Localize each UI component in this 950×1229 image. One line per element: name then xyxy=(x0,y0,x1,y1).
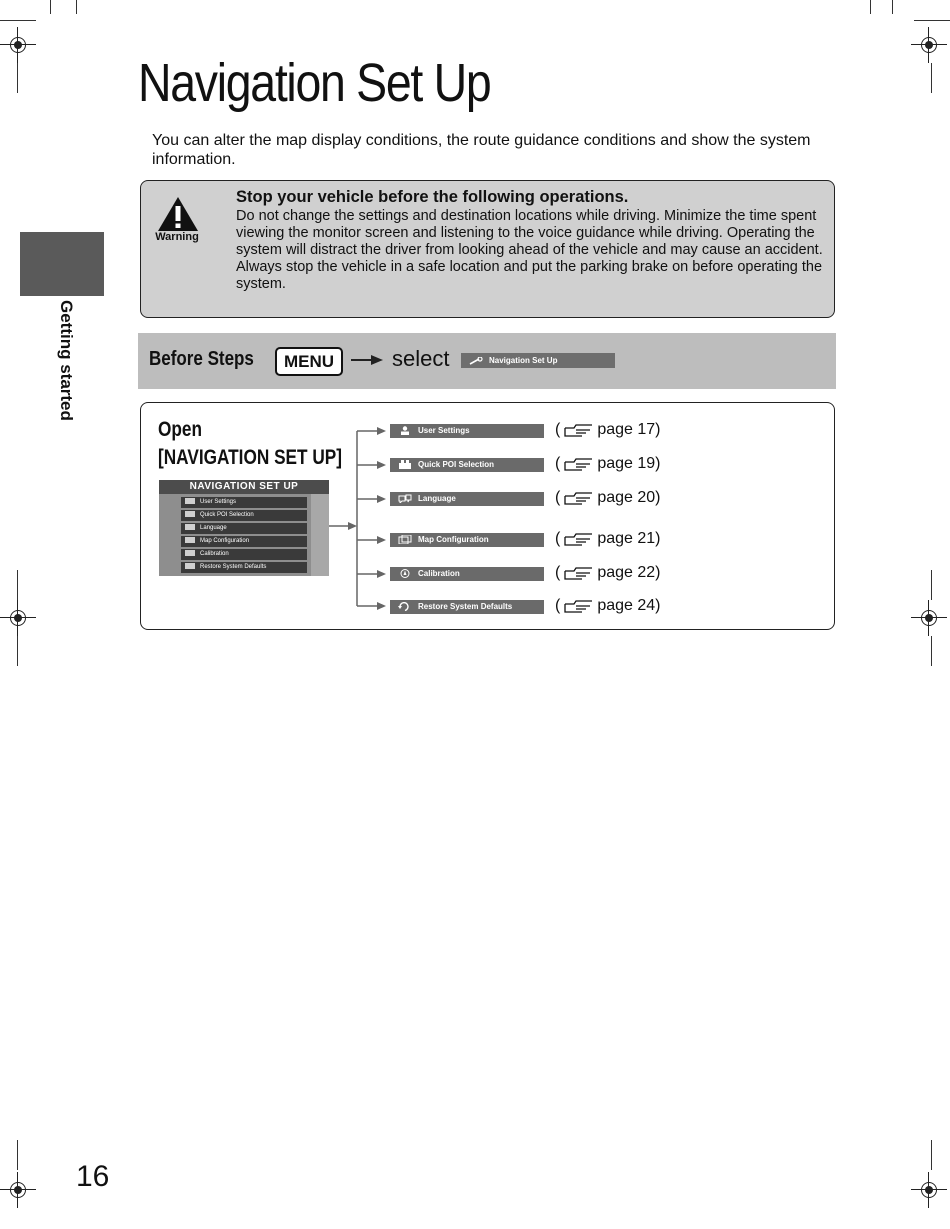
page-reference-text: page 20 xyxy=(597,489,656,506)
registration-mark xyxy=(911,600,947,636)
screen-menu-item: Quick POI Selection xyxy=(181,510,307,521)
side-tab-block xyxy=(20,232,104,296)
calibration-item[interactable] xyxy=(390,567,544,581)
intro-text: You can alter the map display conditions, the route guidance conditions and show the system information. xyxy=(152,132,811,168)
warning-title: Stop your vehicle before the following operations. xyxy=(236,188,629,206)
trim-mark xyxy=(870,0,871,14)
wrench-icon xyxy=(469,357,483,365)
select-word: select xyxy=(392,346,450,371)
registration-mark xyxy=(911,27,947,63)
option-label: User Settings xyxy=(418,426,470,435)
page-reference-text: page 22 xyxy=(597,564,656,581)
pointing-hand-icon xyxy=(564,423,594,437)
page-reference-text: page 24 xyxy=(597,597,656,614)
option-label: Calibration xyxy=(418,569,460,578)
trim-mark xyxy=(931,636,932,666)
map-icon xyxy=(398,535,412,544)
option-label: Map Configuration xyxy=(418,535,489,544)
screen-menu-item: Language xyxy=(181,523,307,534)
registration-mark xyxy=(911,1172,947,1208)
trim-mark xyxy=(0,20,36,21)
page-reference[interactable]: ( page 19) xyxy=(555,455,661,472)
speech-icon xyxy=(398,494,412,503)
user-settings-item[interactable] xyxy=(390,424,544,438)
compass-icon xyxy=(398,569,412,578)
pointing-hand-icon xyxy=(564,457,594,471)
warning-box xyxy=(140,180,835,318)
open-title-line: Open xyxy=(158,418,203,441)
menu-button[interactable]: MENU xyxy=(275,347,343,376)
option-label: Language xyxy=(418,494,456,503)
trim-mark xyxy=(892,0,893,14)
page-reference[interactable]: ( page 24) xyxy=(555,597,661,614)
warning-body-paragraph: Do not change the settings and destination locations while driving. Minimize the time spent viewing the monitor screen and listening to the voice guidance while driving. Operating the system will distract the driver from looking ahead of the vehicle and may cause an accident. xyxy=(236,208,823,258)
before-steps-label: Before Steps xyxy=(149,348,254,370)
restore-icon xyxy=(398,602,412,611)
screen-menu-item: Restore System Defaults xyxy=(181,562,307,573)
navigation-set-up-item[interactable] xyxy=(461,353,615,368)
page-reference[interactable]: ( page 17) xyxy=(555,421,661,438)
trim-mark xyxy=(17,1140,18,1170)
trim-mark xyxy=(914,20,950,21)
screen-menu-item: Calibration xyxy=(181,549,307,560)
trim-mark xyxy=(17,570,18,600)
page-reference-text: page 21 xyxy=(597,530,656,547)
poi-icon xyxy=(398,460,412,469)
page-number: 16 xyxy=(76,1160,110,1193)
pointing-hand-icon xyxy=(564,566,594,580)
page-reference-text: page 19 xyxy=(597,455,656,472)
page-title: Navigation Set Up xyxy=(138,53,491,113)
pointing-hand-icon xyxy=(564,532,594,546)
warning-body xyxy=(236,208,826,293)
trim-mark xyxy=(50,0,51,14)
navigation-set-up-item-label: Navigation Set Up xyxy=(489,356,558,365)
page-reference-text: page 17 xyxy=(597,421,656,438)
option-label: Restore System Defaults xyxy=(418,602,513,611)
pointing-hand-icon xyxy=(564,599,594,613)
pointing-hand-icon xyxy=(564,491,594,505)
warning-label: Warning xyxy=(155,231,199,243)
language-item[interactable] xyxy=(390,492,544,506)
trim-mark xyxy=(17,636,18,666)
trim-mark xyxy=(17,63,18,93)
quick-poi-selection-item[interactable] xyxy=(390,458,544,472)
open-panel xyxy=(140,402,835,630)
screen-menu-item: Map Configuration xyxy=(181,536,307,547)
screen-header: NAVIGATION SET UP xyxy=(159,480,329,494)
warning-triangle-icon xyxy=(157,196,199,232)
page-reference[interactable]: ( page 20) xyxy=(555,489,661,506)
person-icon xyxy=(398,426,412,435)
trim-mark xyxy=(931,570,932,600)
warning-body-paragraph: Always stop the vehicle in a safe location and put the parking brake on before operating the system. xyxy=(236,259,823,292)
screen-menu-item: User Settings xyxy=(181,497,307,508)
map-configuration-item[interactable] xyxy=(390,533,544,547)
before-steps-bar xyxy=(138,333,836,389)
trim-mark xyxy=(76,0,77,14)
restore-system-defaults-item[interactable] xyxy=(390,600,544,614)
trim-mark xyxy=(931,1140,932,1170)
page-reference[interactable]: ( page 21) xyxy=(555,530,661,547)
registration-mark xyxy=(0,27,36,63)
registration-mark xyxy=(0,600,36,636)
side-tab-label: Getting started xyxy=(57,300,76,421)
registration-mark xyxy=(0,1172,36,1208)
open-title-line: [NAVIGATION SET UP] xyxy=(158,446,343,469)
page-reference[interactable]: ( page 22) xyxy=(555,564,661,581)
arrow-right-icon xyxy=(351,353,383,367)
trim-mark xyxy=(931,63,932,93)
option-label: Quick POI Selection xyxy=(418,460,495,469)
